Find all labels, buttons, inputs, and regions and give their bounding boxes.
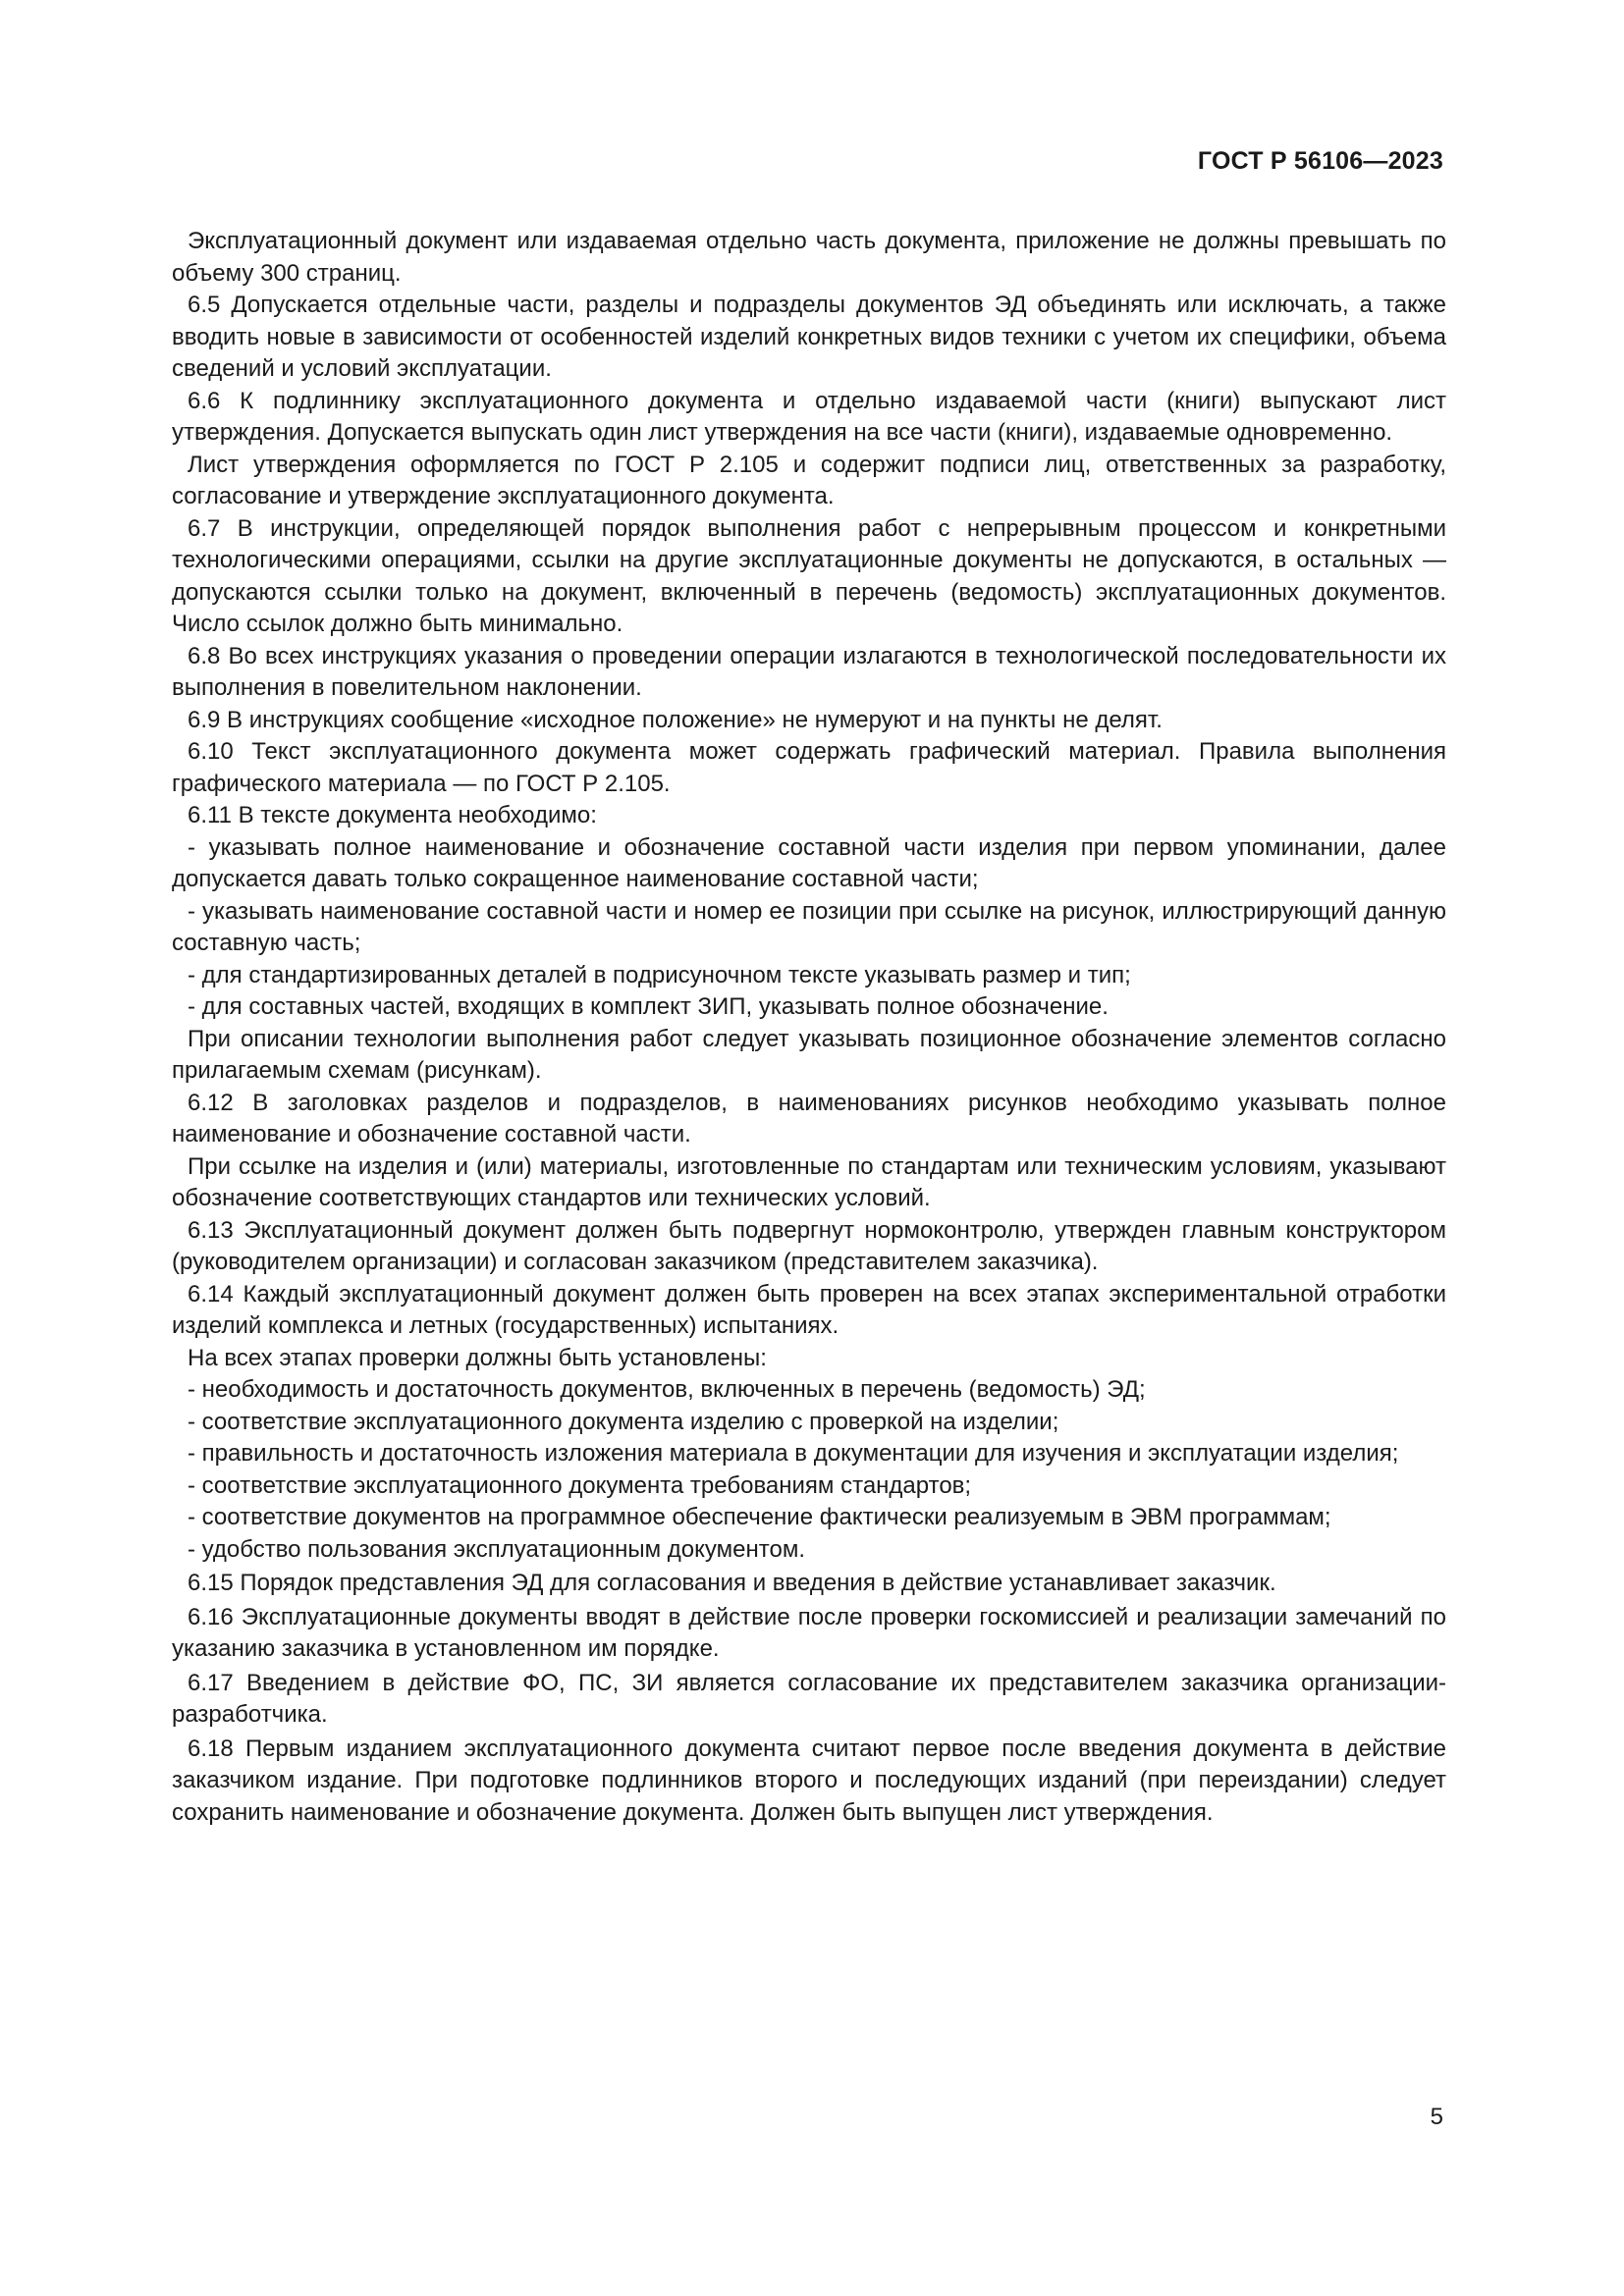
paragraph: 6.12 В заголовках разделов и подразделов, в наименованиях рисунков необходимо указывать полное наименование и обозначение составной части. xyxy=(172,1089,1446,1148)
list-item: - удобство пользования эксплуатационным документом. xyxy=(188,1535,805,1563)
paragraph: 6.8 Во всех инструкциях указания о проведении операции излагаются в технологической последовательности их выполнения в повелительном наклонении. xyxy=(172,642,1446,701)
paragraph: 6.13 Эксплуатационный документ должен быть подвергнут нормоконтролю, утвержден главным конструктором (руководителем организации) и согласован заказчиком (представителем заказчика). xyxy=(172,1216,1446,1275)
paragraph: 6.9 В инструкциях сообщение «исходное положение» не нумеруют и на пункты не делят. xyxy=(188,706,1163,733)
list-item: - правильность и достаточность изложения материала в документации для изучения и эксплуатации изделия; xyxy=(188,1440,1399,1467)
list-item: - соответствие эксплуатационного документа требованиям стандартов; xyxy=(188,1471,972,1499)
paragraph: 6.10 Текст эксплуатационного документа может содержать графический материал. Правила выполнения графического материала — по ГОСТ Р 2.105. xyxy=(172,738,1446,797)
paragraph: При описании технологии выполнения работ следует указывать позиционное обозначение элементов согласно прилагаемым схемам (рисункам). xyxy=(172,1025,1446,1084)
paragraph: При ссылке на изделия и (или) материалы, изготовленные по стандартам или техническим условиям, указывают обозначение соответствующих стандартов или технических условий. xyxy=(172,1152,1446,1211)
paragraph: На всех этапах проверки должны быть установлены: xyxy=(188,1344,767,1371)
list-item: - соответствие эксплуатационного документа изделию с проверкой на изделии; xyxy=(188,1408,1059,1435)
list-item: - указывать наименование составной части и номер ее позиции при ссылке на рисунок, иллюстрирующий данную составную часть; xyxy=(172,897,1446,956)
list-item: - необходимость и достаточность документов, включенных в перечень (ведомость) ЭД; xyxy=(188,1376,1146,1403)
paragraph: 6.18 Первым изданием эксплуатационного документа считают первое после введения документа в действие заказчиком издание. При подготовке подлинников второго и последующих изданий (при переиздании) следует сохранить наименование и обозначение документа. Должен быть выпущен лист утверждения. xyxy=(172,1735,1446,1826)
list-item: - соответствие документов на программное обеспечение фактически реализуемым в ЭВМ программам; xyxy=(188,1504,1331,1530)
paragraph: 6.5 Допускается отдельные части, разделы и подразделы документов ЭД объединять или исключать, а также вводить новые в зависимости от особенностей изделий конкретных видов техники с учетом их специфики, объема сведений и условий эксплуатации. xyxy=(172,292,1446,382)
paragraph: 6.15 Порядок представления ЭД для согласования и введения в действие устанавливает заказчик. xyxy=(188,1570,1276,1596)
list-item: - для стандартизированных деталей в подрисуночном тексте указывать размер и тип; xyxy=(188,961,1131,988)
paragraph: 6.6 К подлиннику эксплуатационного документа и отдельно издаваемой части (книги) выпускают лист утверждения. Допускается выпускать один лист утверждения на все части (книги), издаваемые одновременно. xyxy=(172,387,1446,446)
document-code: ГОСТ Р 56106—2023 xyxy=(1197,147,1443,175)
document-body xyxy=(172,226,1446,1829)
list-item: - указывать полное наименование и обозначение составной части изделия при первом упоминании, далее допускается давать только сокращенное наименование составной части; xyxy=(172,833,1446,892)
paragraph: 6.7 В инструкции, определяющей порядок выполнения работ с непрерывным процессом и конкретными технологическими операциями, ссылки на другие эксплуатационные документы не допускаются, в остальных — допускаются ссылки только на документ, включенный в перечень (ведомость) эксплуатационных документов. Число ссылок должно быть минимально. xyxy=(172,514,1446,637)
paragraph: Лист утверждения оформляется по ГОСТ Р 2.105 и содержит подписи лиц, ответственных за разработку, согласование и утверждение эксплуатационного документа. xyxy=(172,451,1446,509)
paragraph: 6.17 Введением в действие ФО, ПС, ЗИ является согласование их представителем заказчика организации-разработчика. xyxy=(172,1669,1446,1728)
paragraph: 6.14 Каждый эксплуатационный документ должен быть проверен на всех этапах экспериментальной отработки изделий комплекса и летных (государственных) испытаниях. xyxy=(172,1280,1446,1339)
paragraph: 6.16 Эксплуатационные документы вводят в действие после проверки госкомиссией и реализации замечаний по указанию заказчика в установленном им порядке. xyxy=(172,1603,1446,1662)
list-item: - для составных частей, входящих в комплект ЗИП, указывать полное обозначение. xyxy=(188,993,1109,1020)
paragraph: 6.11 В тексте документа необходимо: xyxy=(188,802,597,828)
paragraph: Эксплуатационный документ или издаваемая отдельно часть документа, приложение не должны превышать по объему 300 страниц. xyxy=(172,228,1446,287)
page-number: 5 xyxy=(1430,2104,1443,2130)
